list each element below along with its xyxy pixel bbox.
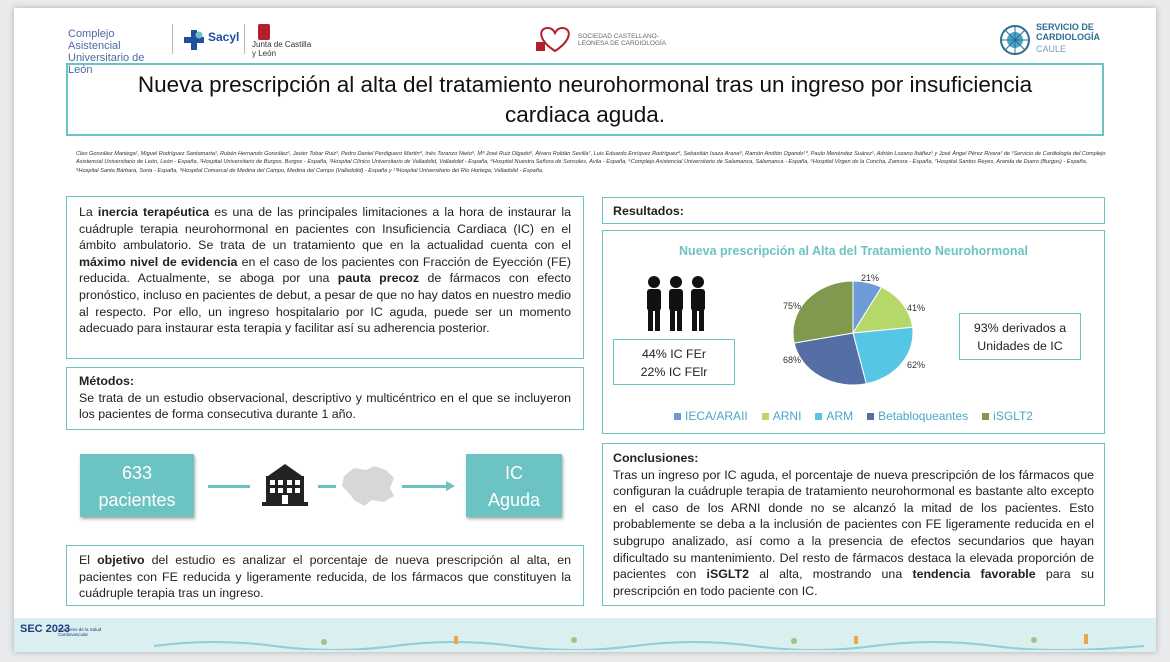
legend-item-ieca	[674, 409, 748, 423]
slice-label-ieca: 21%	[861, 273, 880, 283]
complejo-logo: Complejo Asistencial Universitario de León	[68, 28, 145, 76]
intro-text: de fármacos con efecto pronóstico, incluso en pacientes de debut, a pesar de que no hay datos en nuestro medio al respecto. Por ello, un ingreso hospitalario por IC aguda, puede ser un momento adecuado para instaurar esta terapia y facilitar así su adherencia posterior.	[79, 271, 571, 336]
flow-connector	[208, 485, 250, 488]
sociedad-heart-logo-icon	[534, 24, 576, 54]
objetivo-bold: objetivo	[97, 553, 145, 567]
legend-label: iSGLT2	[993, 409, 1033, 423]
servicio-cardiologia-logo: SERVICIO DE CARDIOLOGÍA	[1036, 22, 1100, 42]
resultados-box	[602, 230, 1105, 434]
intro-box	[66, 196, 584, 359]
footer-banner	[14, 618, 1156, 652]
slice-label-arni: 41%	[907, 303, 926, 313]
sec-2023-logo: SEC 2023	[20, 623, 71, 635]
flow-connector	[318, 485, 336, 488]
derivados-box	[959, 313, 1081, 360]
poster	[14, 8, 1156, 652]
legend-swatch	[762, 413, 769, 420]
patients-group-icon	[643, 275, 709, 333]
header	[64, 18, 1114, 76]
derivados-line2: Unidades de IC	[977, 339, 1063, 353]
conclusiones-text: Tras un ingreso por IC aguda, el porcentaje de nueva prescripción de los fármacos que configuran la cuádruple terapia de tratamiento neurohormonal es bastante alto excepto en el caso de los ARNI donde no se alcanzó la mitad de los pacientes. Esto probablemente se deba a la inclusión de pacientes con FE ligeramente reducida en el subgrupo analizado, así como a la presencia de efectos secundarios que hayan dificultado su mantenimiento. Del resto de fármacos destaca la elevada proporción de pacientes con	[613, 467, 1094, 582]
ic-felr-value: 22% IC FElr	[640, 365, 708, 379]
objetivo-text: El	[79, 553, 98, 567]
intro-text: La	[79, 205, 98, 219]
chart-legend	[603, 409, 1104, 423]
flow-arrow-head-icon	[446, 481, 455, 491]
ic-label: IC	[505, 463, 523, 483]
resultados-heading: Resultados:	[613, 204, 684, 218]
caule-globe-logo-icon	[999, 24, 1031, 56]
hospital-building-icon	[258, 462, 312, 508]
pacientes-box	[80, 454, 194, 517]
legend-label: ARNI	[772, 409, 802, 423]
derivados-line1: 93% derivados a	[973, 321, 1067, 335]
slice-label-arm: 62%	[907, 360, 926, 370]
pie-slice-isglt2	[793, 281, 853, 343]
conclusiones-box	[602, 443, 1105, 606]
conclusiones-text: al alta, mostrando una	[748, 567, 913, 582]
legend-label: IECA/ARAII	[685, 409, 748, 423]
pie-chart	[773, 267, 933, 399]
ic-fer-value: 44% IC FEr	[641, 347, 707, 361]
conclusiones-text: para su prescripción en todo paciente con IC.	[613, 567, 1095, 598]
conclusiones-bold: iSGLT2	[706, 567, 749, 582]
sociedad-logo: SOCIEDAD CASTELLANO-LEONESA DE CARDIOLOGÍA	[578, 33, 667, 47]
flow-arrow	[402, 485, 448, 488]
legend-swatch	[867, 413, 874, 420]
objetivo-text: del estudio es analizar el porcentaje de nueva prescripción al alta, en pacientes con FE reducida y ligeramente reducida, de los fármacos que constituyen la cuádruple terapia tras un ingreso.	[79, 553, 571, 601]
junta-logo: Junta de Castilla y León	[252, 40, 312, 58]
aguda-label: Aguda	[487, 490, 541, 510]
caule-logo: CAULE	[1036, 44, 1067, 54]
legend-item-arm	[815, 409, 853, 423]
sec-congress-subtitle: Congreso de la Salud Cardiovascular	[58, 627, 102, 637]
intro-text: en el caso de los pacientes con Fracción de Eyección (FE) reducida. Actualmente, se aboga por una	[79, 254, 571, 286]
intro-text: es una de las principales limitaciones a la hora de instaurar la cuádruple terapia neurohormonal en pacientes con Insuficiencia Cardiaca (IC) en el ámbito ambulatorio. Se trata de un tratamiento que en la actualidad cuenta con el	[79, 205, 571, 253]
legend-swatch	[815, 413, 822, 420]
authors: Cleo González Maniega¹, Miguel Rodríguez Santamarta¹, Rubén Hernando González², Javier Tobar Ruiz³, Pedro Daniel Perdiguero Martín⁴, Inés Toranzo Nieto⁵, Mª José Ruiz Olgado⁶, Álvaro Roldán Sevilla⁷, Luis Eduardo Enríquez Rodríguez⁸, Sebastián Isaza Arana⁹, Ramón Andión Ogando¹⁰, Paulo Menéndez Suárez¹, Adrián Lozano Ibáñez¹ y José Ángel Pérez Rivera² de ¹Servicio de Cardiología del Complejo Asistencial Universitario de León, León - España, ²Hospital Universitario de Burgos, Burgos - España, ³Hospital Clínico Universitario de Valladolid, Valladolid - España, ⁴Hospital Nuestra Señora de Sonsoles, Ávila - España, ⁵Complejo Asistencial Universitario de Salamanca, Salamanca - España, ⁶Hospital Virgen de la Concha, Zamora - España, ⁷Hospital Santos Reyes, Aranda de Duero (Burgos) - España, ⁸Hospital Santa Bárbara, Soria - España, ⁹Hospital Comarcal de Medina del Campo, Medina del Campo (Valladolid) - España y ¹⁰Hospital Universitario del Río Hortega, Valladolid - España.	[76, 151, 1106, 174]
slice-label-betabloqueantes: 68%	[783, 355, 802, 365]
poster-title: Nueva prescripción al alta del tratamiento neurohormonal tras un ingreso por insuficiencia cardiaca aguda.	[137, 71, 1033, 127]
slice-label-isglt2: 75%	[783, 301, 802, 311]
ic-fe-summary-box	[613, 339, 735, 385]
objetivo-box	[66, 545, 584, 606]
ic-aguda-box	[466, 454, 562, 517]
logo-divider	[172, 24, 173, 54]
chart-title: Nueva prescripción al Alta del Tratamiento Neurohormonal	[679, 244, 1028, 258]
legend-label: ARM	[826, 409, 854, 423]
legend-swatch	[674, 413, 681, 420]
legend-item-isglt2	[982, 409, 1033, 423]
castilla-leon-map-icon	[340, 462, 398, 508]
junta-shield-icon	[258, 24, 270, 40]
metodos-body: Se trata de un estudio observacional, descriptivo y multicéntrico en el que se incluyeron los pacientes de forma consecutiva durante 1 año.	[79, 390, 571, 422]
conclusiones-bold: tendencia favorable	[912, 567, 1036, 582]
legend-item-betabloqueantes	[867, 409, 968, 423]
metodos-heading: Métodos:	[79, 374, 135, 388]
sacyl-logo-icon	[184, 30, 204, 50]
intro-bold: pauta precoz	[337, 271, 420, 286]
legend-label: Betabloqueantes	[878, 409, 969, 423]
sacyl-logo: Sacyl	[208, 30, 240, 44]
legend-swatch	[982, 413, 989, 420]
resultados-heading-box	[602, 197, 1105, 224]
legend-item-arni	[762, 409, 802, 423]
conclusiones-heading: Conclusiones:	[613, 451, 699, 465]
pacientes-count: 633	[121, 463, 153, 483]
footer-decoration-icon	[154, 628, 1144, 650]
metodos-box	[66, 367, 584, 430]
intro-bold: inercia terapéutica	[97, 205, 210, 219]
intro-bold: máximo nivel de evidencia	[79, 254, 238, 269]
logo-divider	[244, 24, 245, 54]
title-box	[66, 63, 1104, 136]
pacientes-label: pacientes	[98, 490, 176, 510]
